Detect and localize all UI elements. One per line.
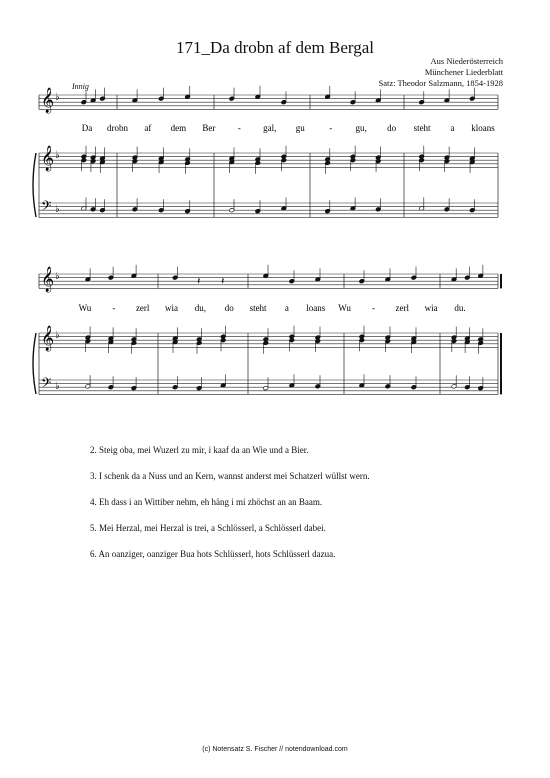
lyric-syllable: gu bbox=[295, 123, 305, 133]
bass-clef-icon: 𝄢 bbox=[41, 198, 52, 217]
verse-5: 5. Mei Herzal, mei Herzal is trei, a Schlösserl, a Schlösserl dabei. bbox=[90, 523, 326, 533]
verse-6: 6. An oanziger, oanziger Bua hots Schlüsserl, hots Schlüsserl dazua. bbox=[90, 549, 336, 559]
lyric-syllable: - bbox=[371, 303, 375, 313]
lyric-syllable: du. bbox=[454, 303, 466, 313]
lyric-syllable: Da bbox=[81, 123, 93, 133]
quarter-rest-icon: 𝄽 bbox=[197, 276, 201, 287]
piano-brace bbox=[33, 153, 36, 217]
lyric-syllable: steht bbox=[413, 123, 431, 133]
lyric-syllable: kloans bbox=[471, 123, 495, 133]
lyric-syllable: do bbox=[387, 123, 397, 133]
lyric-syllable: dem bbox=[170, 123, 187, 133]
lyric-syllable: Ber bbox=[202, 123, 216, 133]
verses-block bbox=[90, 444, 370, 574]
piano-brace bbox=[33, 333, 36, 394]
lyric-syllable: a bbox=[450, 123, 455, 133]
key-flat-icon: ♭ bbox=[55, 381, 60, 392]
lyric-syllable: Wu bbox=[338, 303, 351, 313]
lyric-syllable: do bbox=[224, 303, 234, 313]
lyric-syllable: - bbox=[329, 123, 333, 133]
origin-label: Aus Niederösterreich bbox=[430, 56, 503, 66]
verse-2: 2. Steig oba, mei Wuzerl zu mir, i kaaf da an Wie und a Bier. bbox=[90, 445, 309, 455]
song-title: 171_Da drobn af dem Bergal bbox=[176, 38, 374, 57]
copyright-footer: (c) Notensatz S. Fischer // notendownload.com bbox=[202, 746, 348, 753]
key-flat-icon: ♭ bbox=[55, 204, 60, 215]
source-label: Münchener Liederblatt bbox=[424, 67, 503, 77]
quarter-rest-icon: 𝄽 bbox=[221, 276, 225, 287]
lyric-syllable: - bbox=[112, 303, 116, 313]
treble-clef-icon: 𝄞 bbox=[41, 146, 55, 171]
treble-clef-icon: 𝄞 bbox=[41, 267, 55, 292]
lyric-syllable: - bbox=[237, 123, 241, 133]
key-flat-icon: ♭ bbox=[55, 150, 60, 161]
key-flat-icon: ♭ bbox=[55, 330, 60, 341]
lyric-syllable: zerl bbox=[395, 303, 410, 313]
tempo-marking: Innig bbox=[72, 82, 89, 91]
lyric-syllable: du, bbox=[194, 303, 207, 313]
arranger-label: Satz: Theodor Salzmann, 1854-1928 bbox=[378, 78, 503, 88]
lyric-syllable: Wu bbox=[78, 303, 92, 313]
key-flat-icon: ♭ bbox=[55, 92, 60, 103]
lyric-syllable: loans bbox=[306, 303, 326, 313]
verse-4: 4. Eh dass i an Wittiber nehm, eh häng i mi zhöchst an an Baam. bbox=[90, 497, 323, 507]
lyric-syllable: af bbox=[144, 123, 152, 133]
lyric-syllable: steht bbox=[249, 303, 267, 313]
lyric-syllable: gal, bbox=[263, 123, 277, 133]
treble-clef-icon: 𝄞 bbox=[41, 88, 55, 113]
verse-3: 3. I schenk da a Nuss und an Kern, wannst anderst mei Schatzerl wüllst wern. bbox=[90, 471, 370, 481]
lyric-syllable: wia bbox=[424, 303, 438, 313]
lyric-syllable: wia bbox=[165, 303, 179, 313]
lyric-syllable: drobn bbox=[106, 123, 128, 133]
lyric-syllable: a bbox=[284, 303, 289, 313]
lyric-syllable: zerl bbox=[135, 303, 150, 313]
treble-clef-icon: 𝄞 bbox=[41, 326, 55, 351]
key-flat-icon: ♭ bbox=[55, 271, 60, 282]
bass-clef-icon: 𝄢 bbox=[41, 375, 52, 394]
lyric-syllable: gu, bbox=[355, 123, 367, 133]
